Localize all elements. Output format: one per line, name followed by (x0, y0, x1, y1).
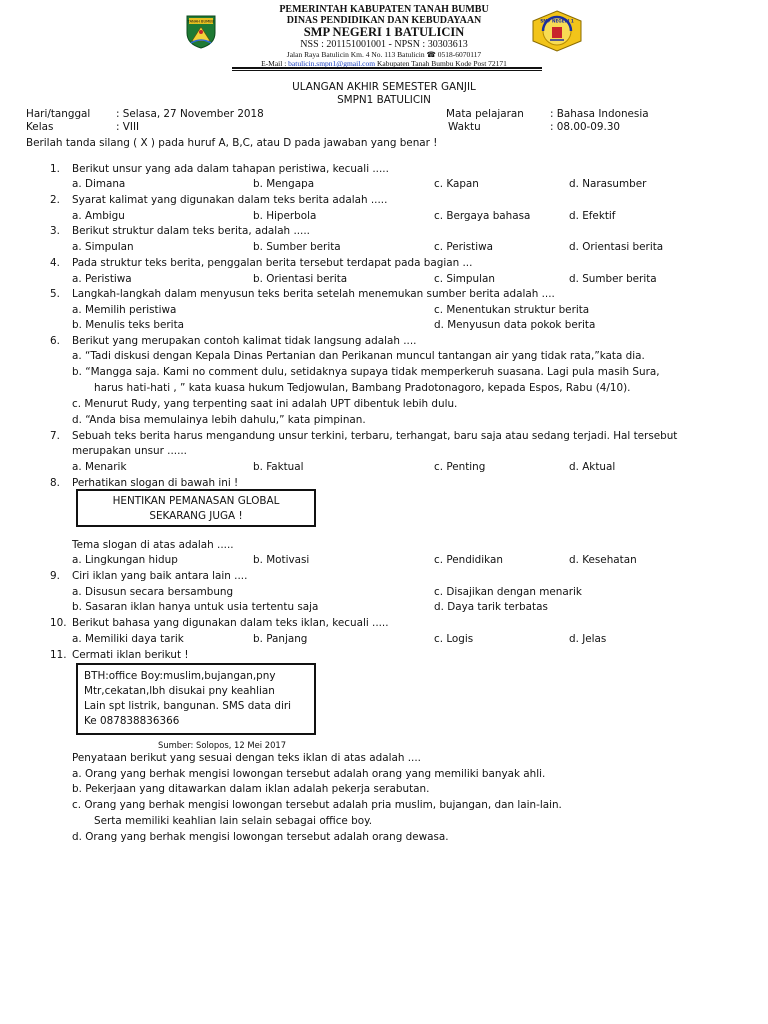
option-b[interactable]: b. Hiperbola (253, 210, 317, 222)
question-text: Sebuah teks berita harus mengandung unsur terkini, terbaru, terhangat, baru saja atau sedang terjadi. Hal tersebut (72, 430, 678, 442)
question-text: Syarat kalimat yang digunakan dalam teks berita adalah ..... (72, 194, 388, 206)
question-text: Pada struktur teks berita, penggalan berita tersebut terdapat pada bagian ... (72, 257, 473, 269)
option-c[interactable]: c. Peristiwa (434, 241, 494, 253)
ad-line: BTH:office Boy:muslim,bujangan,pny (84, 670, 276, 682)
letterhead-nss: NSS : 201151001001 - NPSN : 30303613 (300, 39, 468, 50)
question-text: Perhatikan slogan di bawah ini ! (72, 477, 239, 489)
option-c[interactable]: c. Logis (434, 633, 474, 645)
emblem-text: TANAH BUMBU (187, 19, 215, 24)
question-number: 2. (50, 194, 60, 206)
letterhead-divider-thin (232, 70, 542, 71)
option-c[interactable]: c. Bergaya bahasa (434, 210, 531, 222)
question-text: Cermati iklan berikut ! (72, 649, 189, 661)
option-c[interactable]: c. Simpulan (434, 273, 495, 285)
question-text: Berikut struktur dalam teks berita, adalah ..... (72, 225, 310, 237)
option-d[interactable]: d. Sumber berita (569, 273, 657, 285)
exam-title: ULANGAN AKHIR SEMESTER GANJIL (292, 81, 476, 93)
option-a[interactable]: a. Dimana (72, 178, 126, 190)
slogan-line: SEKARANG JUGA ! (149, 510, 243, 522)
letterhead-divider-thick (232, 67, 542, 69)
option-a[interactable]: a. Memiliki daya tarik (72, 633, 184, 645)
option-d[interactable]: d. “Anda bisa memulainya lebih dahulu,” kata pimpinan. (72, 414, 366, 426)
option-b[interactable]: b. Faktual (253, 461, 304, 473)
option-a[interactable]: a. Memilih peristiwa (72, 304, 177, 316)
time-value: : 08.00-09.30 (550, 121, 621, 133)
ad-source: Sumber: Solopos, 12 Mei 2017 (158, 740, 287, 750)
ad-line: Lain spt listrik, bangunan. SMS data diri (84, 700, 292, 712)
question-prompt: Penyataan berikut yang sesuai dengan teks iklan di atas adalah .... (72, 752, 421, 764)
option-d[interactable]: d. Orang yang berhak mengisi lowongan tersebut adalah orang dewasa. (72, 831, 449, 843)
option-c[interactable]: c. Penting (434, 461, 486, 473)
question-number: 6. (50, 335, 60, 347)
question-number: 10. (50, 617, 67, 629)
option-c[interactable]: c. Kapan (434, 178, 479, 190)
option-b-continued[interactable]: harus hati-hati , ” kata kuasa hukum Tedjowulan, Bambang Pradotonagoro, kepada Espos, Rabu (4/10). (94, 382, 631, 394)
option-d[interactable]: d. Jelas (569, 633, 607, 645)
classified-ad-box (76, 663, 316, 735)
option-b[interactable]: b. “Mangga saja. Kami no comment dulu, setidaknya supaya tidak memperkeruh suasana. Lagi pula masih Sura, (72, 366, 660, 378)
day-value: : Selasa, 27 November 2018 (116, 108, 264, 120)
option-b[interactable]: b. Sasaran iklan hanya untuk usia tertentu saja (72, 601, 319, 613)
option-a[interactable]: a. Orang yang berhak mengisi lowongan tersebut adalah orang yang memiliki banyak ahli. (72, 768, 546, 780)
exam-school: SMPN1 BATULICIN (337, 94, 431, 106)
option-c[interactable]: c. Disajikan dengan menarik (434, 586, 582, 598)
option-b[interactable]: b. Motivasi (253, 554, 310, 566)
option-c[interactable]: c. Menurut Rudy, yang terpenting saat ini adalah UPT dibentuk lebih dulu. (72, 398, 458, 410)
option-c-continued[interactable]: Serta memiliki keahlian lain selain sebagai office boy. (94, 815, 373, 827)
option-c[interactable]: c. Orang yang berhak mengisi lowongan tersebut adalah pria muslim, bujangan, dan lain-lain. (72, 799, 562, 811)
question-prompt: Tema slogan di atas adalah ..... (72, 539, 234, 551)
question-number: 1. (50, 163, 60, 175)
letterhead (0, 4, 768, 68)
option-b[interactable]: b. Mengapa (253, 178, 315, 190)
email-label: E-Mail : (261, 59, 289, 68)
question-number: 11. (50, 649, 67, 661)
option-a[interactable]: a. “Tadi diskusi dengan Kepala Dinas Pertanian dan Perikanan muncul tantangan air yang tidak rata,”kata dia. (72, 350, 645, 362)
question-number: 8. (50, 477, 60, 489)
ad-line: Mtr,cekatan,lbh disukai pny keahlian (84, 685, 275, 697)
question-number: 4. (50, 257, 60, 269)
question-number: 9. (50, 570, 60, 582)
ad-line: Ke 087838836366 (84, 715, 180, 727)
slogan-line: HENTIKAN PEMANASAN GLOBAL (112, 495, 280, 507)
option-b[interactable]: b. Pekerjaan yang ditawarkan dalam iklan adalah pekerja serabutan. (72, 783, 430, 795)
option-b[interactable]: b. Orientasi berita (253, 273, 348, 285)
question-text: Berikut bahasa yang digunakan dalam teks iklan, kecuali ..... (72, 617, 389, 629)
option-d[interactable]: d. Narasumber (569, 178, 647, 190)
option-d[interactable]: d. Kesehatan (569, 554, 637, 566)
question-text: Langkah-langkah dalam menyusun teks berita setelah menemukan sumber berita adalah .... (72, 288, 555, 300)
question-number: 7. (50, 430, 60, 442)
day-label: Hari/tanggal (26, 108, 91, 120)
letterhead-department: DINAS PENDIDIKAN DAN KEBUDAYAAN (286, 15, 482, 26)
letterhead-government: PEMERINTAH KABUPATEN TANAH BUMBU (279, 4, 489, 15)
option-d[interactable]: d. Aktual (569, 461, 616, 473)
option-c[interactable]: c. Menentukan struktur berita (434, 304, 590, 316)
postal-info: Kabupaten Tanah Bumbu Kode Post 72171 (375, 59, 507, 68)
question-text: Ciri iklan yang baik antara lain .... (72, 570, 248, 582)
option-d[interactable]: d. Menyusun data pokok berita (434, 319, 596, 331)
slogan-box (76, 489, 316, 527)
option-c[interactable]: c. Pendidikan (434, 554, 503, 566)
question-number: 3. (50, 225, 60, 237)
option-a[interactable]: a. Disusun secara bersambung (72, 586, 234, 598)
option-b[interactable]: b. Menulis teks berita (72, 319, 185, 331)
option-a[interactable]: a. Peristiwa (72, 273, 132, 285)
question-text: Berikut unsur yang ada dalam tahapan peristiwa, kecuali ..... (72, 163, 389, 175)
option-d[interactable]: d. Efektif (569, 210, 616, 222)
option-a[interactable]: a. Ambigu (72, 210, 125, 222)
option-a[interactable]: a. Lingkungan hidup (72, 554, 178, 566)
option-d[interactable]: d. Orientasi berita (569, 241, 664, 253)
option-a[interactable]: a. Menarik (72, 461, 127, 473)
class-value: : VIII (116, 121, 140, 133)
option-a[interactable]: a. Simpulan (72, 241, 134, 253)
option-b[interactable]: b. Sumber berita (253, 241, 341, 253)
class-label: Kelas (26, 121, 54, 133)
letterhead-school-name: SMP NEGERI 1 BATULICIN (303, 25, 465, 39)
time-label: Waktu (448, 121, 481, 133)
badge-text: SMP NEGERI 1 (540, 18, 574, 24)
question-text: Berikut yang merupakan contoh kalimat tidak langsung adalah .... (72, 335, 417, 347)
question-text-continued: merupakan unsur ...... (72, 445, 187, 457)
subject-value: : Bahasa Indonesia (550, 108, 649, 120)
option-b[interactable]: b. Panjang (253, 633, 308, 645)
email-link[interactable]: batulicin.smpn1@gmail.com (288, 59, 376, 68)
question-number: 5. (50, 288, 60, 300)
letterhead-address: Jalan Raya Batulicin Km. 4 No. 113 Batulicin ☎ 0518-6070117 (286, 50, 482, 59)
option-d[interactable]: d. Daya tarik terbatas (434, 601, 548, 613)
subject-label: Mata pelajaran (446, 108, 524, 120)
instruction: Berilah tanda silang ( X ) pada huruf A, B,C, atau D pada jawaban yang benar ! (26, 137, 438, 149)
